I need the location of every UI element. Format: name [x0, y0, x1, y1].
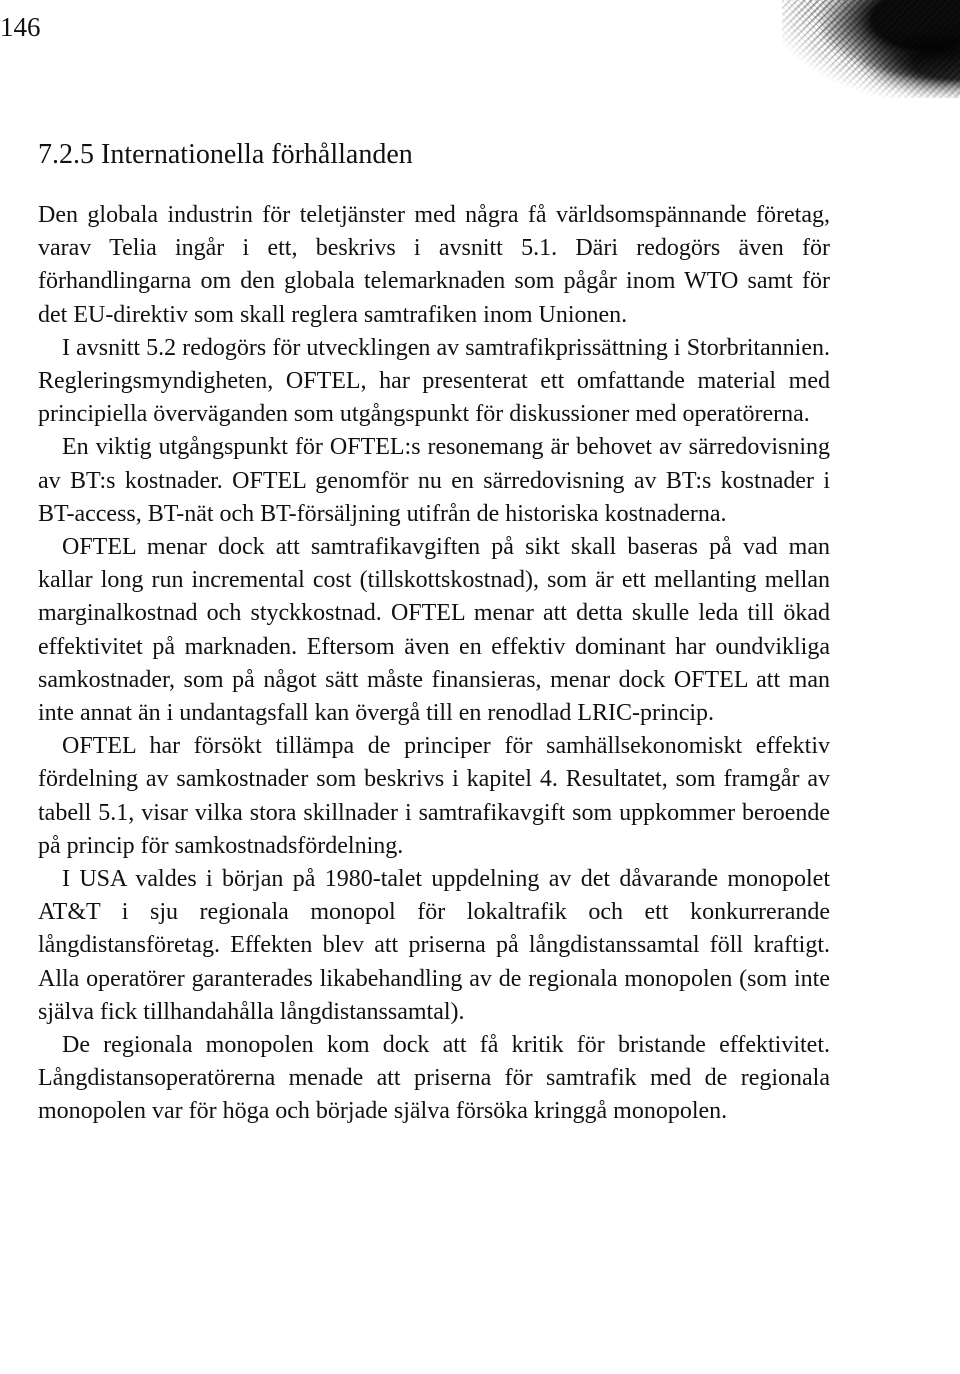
- body-text: [38, 199, 830, 1129]
- paragraph-2: I avsnitt 5.2 redogörs för utvecklingen av samtrafikprissättning i Storbritannien. Regleringsmyndigheten, OFTEL, har presenterat ett omfattande material med principiella överväganden som utgångspunkt för diskussioner med operatörerna.: [38, 334, 830, 428]
- scan-corner-mark: [782, 0, 960, 98]
- paragraph-7: De regionala monopolen kom dock att få kritik för bristande effektivitet. Långdistansoperatörerna menade att priserna för samtrafik med de regionala monopolen var för höga och började själva försöka kringgå monopolen.: [38, 1032, 830, 1125]
- paragraph-6: I USA valdes i början på 1980-talet uppdelning av det dåvarande monopolet AT&T i sju regionala monopol för lokaltrafik och ett konkurrerande långdistansföretag. Effekten blev att priserna på långdistanssamtal föll kraftigt. Alla operatörer garanterades likabehandling av de regionala monopolen (som inte själva fick tillhandahålla långdistanssamtal).: [38, 866, 830, 1025]
- section-heading: 7.2.5 Internationella förhållanden: [38, 139, 413, 170]
- paragraph-1: Den globala industrin för teletjänster med några få världsomspännande företag, varav Telia ingår i ett, beskrivs i avsnitt 5.1. Däri redogörs även för förhandlingarna om den globala telemarknaden som pågår inom WTO samt för det EU-direktiv som skall reglera samtrafiken inom Unionen.: [38, 202, 830, 328]
- paragraph-5: OFTEL har försökt tillämpa de principer för samhällsekonomiskt effektiv fördelning av samkostnader som beskrivs i kapitel 4. Resultatet, som framgår av tabell 5.1, visar vilka stora skillnader i samtrafikavgift som uppkommer beroende på princip för samkostnadsfördelning.: [38, 733, 830, 859]
- page-number: 146: [0, 12, 41, 42]
- paragraph-3: En viktig utgångspunkt för OFTEL:s resonemang är behovet av särredovisning av BT:s kostnader. OFTEL genomför nu en särredovisning av BT:s kostnader i BT-access, BT-nät och BT-försäljning utifrån de historiska kostnaderna.: [38, 434, 830, 527]
- paragraph-4: OFTEL menar dock att samtrafikavgiften på sikt skall baseras på vad man kallar long run incremental cost (tillskottskostnad), som är ett mellanting mellan marginalkostnad och styckkostnad. OFTEL menar att detta skulle leda till ökad effektivitet på marknaden. Eftersom även en effektiv dominant har oundvikliga samkostnader, som på något sätt måste finansieras, menar dock OFTEL att man inte annat än i undantagsfall kan övergå till en renodlad LRIC-princip.: [38, 534, 830, 727]
